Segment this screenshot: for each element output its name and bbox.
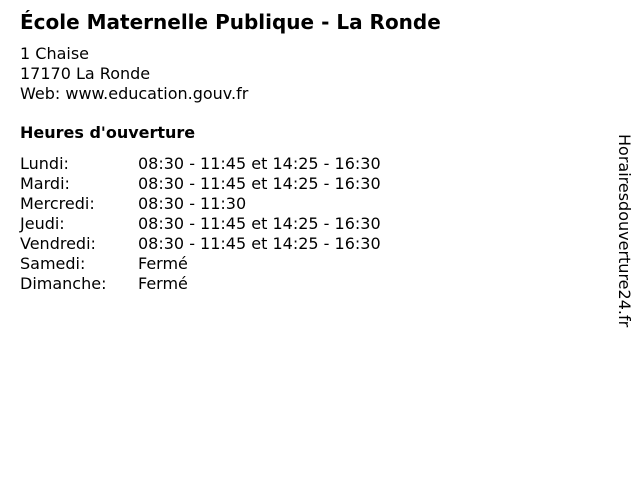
hours-value: 08:30 - 11:45 et 14:25 - 16:30 [138,214,381,233]
address-web: Web: www.education.gouv.fr [20,84,249,103]
hours-value: 08:30 - 11:45 et 14:25 - 16:30 [138,154,381,173]
hours-row-sunday [20,274,381,294]
day-label: Samedi: [20,254,86,273]
side-watermark-text: Horairesdouverture24.fr [615,134,634,328]
hours-value: Fermé [138,274,188,293]
day-label: Dimanche: [20,274,107,293]
hours-value: 08:30 - 11:30 [138,194,247,213]
day-label: Mardi: [20,174,70,193]
day-label: Vendredi: [20,234,96,253]
hours-value: 08:30 - 11:45 et 14:25 - 16:30 [138,234,381,253]
hours-row-tuesday [20,174,381,194]
hours-row-friday [20,234,381,254]
hours-row-thursday [20,214,381,234]
address-city: 17170 La Ronde [20,64,151,83]
address-block [20,44,248,104]
day-label: Mercredi: [20,194,95,213]
hours-table [20,154,381,294]
hours-row-monday [20,154,381,174]
page-title: École Maternelle Publique - La Ronde [20,10,441,34]
day-label: Lundi: [20,154,69,173]
address-street: 1 Chaise [20,44,90,63]
hours-value: 08:30 - 11:45 et 14:25 - 16:30 [138,174,381,193]
hours-value: Fermé [138,254,188,273]
day-label: Jeudi: [20,214,65,233]
hours-row-wednesday [20,194,381,214]
hours-heading: Heures d'ouverture [20,123,196,142]
hours-row-saturday [20,254,381,274]
